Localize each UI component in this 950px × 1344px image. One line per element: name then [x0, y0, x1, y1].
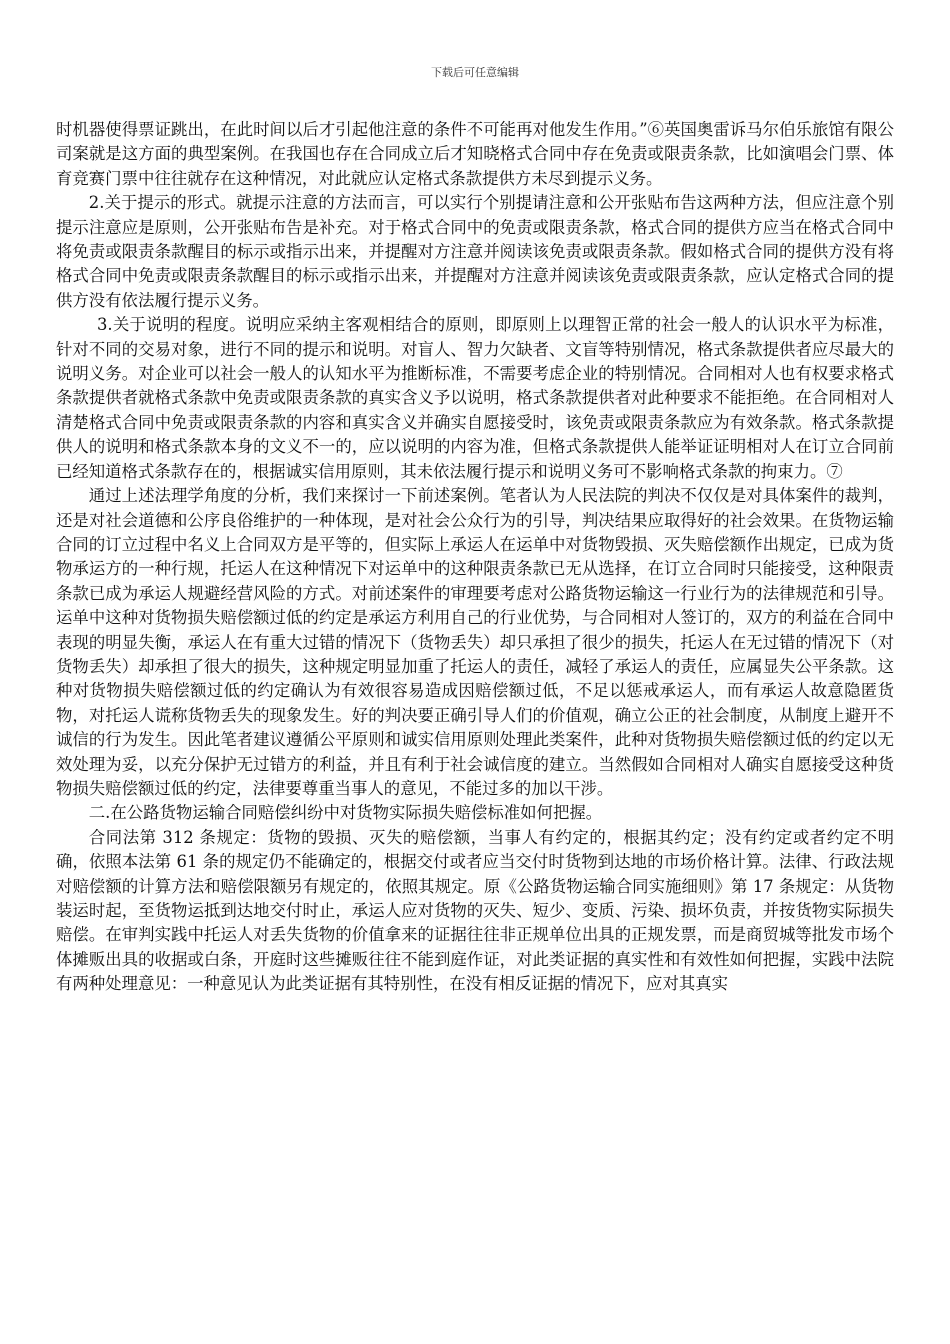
paragraph: 2.关于提示的形式。就提示注意的方法而言，可以实行个别提请注意和公开张贴布告这两种方法，但应注意个别提示注意应是原则，公开张贴布告是补充。对于格式合同中的免责或限责条款，格式合同的提供方应当在格式合同中将免责或限责条款醒目的标示或指示出来，并提醒对方注意并阅读该免责或限责条款。假如格式合同的提供方没有将格式合同中免责或限责条款醒目的标示或指示出来，并提醒对方注意并阅读该免责或限责条款，应认定格式合同的提供方没有依法履行提示义务。	[56, 193, 894, 310]
paragraph: 3.关于说明的程度。说明应采纳主客观相结合的原则，即原则上以理智正常的社会一般人的认识水平为标准，针对不同的交易对象，进行不同的提示和说明。对盲人、智力欠缺者、文盲等特别情况，格式条款提供者应尽最大的说明义务。对企业可以社会一般人的认知水平为推断标准，不需要考虑企业的特别情况。合同相对人也有权要求格式条款提供者就格式条款中免责或限责条款的真实含义予以说明，格式条款提供者对此种要求不能拒绝。在合同相对人清楚格式合同中免责或限责条款的内容和真实含义并确实自愿接受时，该免责或限责条款应为有效条款。格式条款提供人的说明和格式条款本身的文义不一的，应以说明的内容为准，但格式条款提供人能举证证明相对人在订立合同前已经知道格式条款存在的，根据诚实信用原则，其未依法履行提示和说明义务可不影响格式条款的拘束力。⑦	[56, 315, 894, 481]
paragraph: 合同法第 312 条规定：货物的毁损、灭失的赔偿额，当事人有约定的，根据其约定；没有约定或者约定不明确，依照本法第 61 条的规定仍不能确定的，根据交付或者应当交付时货物到达地的市场价格计算。法律、行政法规对赔偿额的计算方法和赔偿限额另有规定的，依照其规定。原《公路货物运输合同实施细则》第 17 条规定：从货物装运时起，至货物运抵到达地交付时止，承运人应对货物的灭失、短少、变质、污染、损坏负责，并按货物实际损失赔偿。在审判实践中托运人对丢失货物的价值拿来的证据往往非正规单位出具的正规发票，而是商贸城等批发市场个体摊贩出具的收据或白条，开庭时这些摊贩往往不能到庭作证，对此类证据的真实性和有效性如何把握，实践中法院有两种处理意见：一种意见认为此类证据有其特别性，在没有相反证据的情况下，应对其真实	[56, 827, 894, 994]
section-heading: 二.在公路货物运输合同赔偿纠纷中对货物实际损失赔偿标准如何把握。	[88, 803, 603, 823]
document-body	[56, 118, 894, 997]
paragraph: 通过上述法理学角度的分析，我们来探讨一下前述案例。笔者认为人民法院的判决不仅仅是对具体案件的裁判，还是对社会道德和公序良俗维护的一种体现，是对社会公众行为的引导，判决结果应取得好的社会效果。在货物运输合同的订立过程中名义上合同双方是平等的，但实际上承运人在运单中对货物毁损、灭失赔偿额作出规定，已成为货物承运方的一种行规，托运人在这种情况下对运单中的这种限责条款已无从选择，在订立合同时只能接受，这种限责条款已成为承运人规避经营风险的方式。对前述案件的审理要考虑对公路货物运输这一行业行为的法律规范和引导。运单中这种对货物损失赔偿额过低的约定是承运方利用自己的行业优势，与合同相对人签订的，双方的利益在合同中表现的明显失衡，承运人在有重大过错的情况下（货物丢失）却只承担了很少的损失，托运人在无过错的情况下（对货物丢失）却承担了很大的损失，这种规定明显加重了托运人的责任，减轻了承运人的责任，应属显失公平条款。这种对货物损失赔偿额过低的约定确认为有效很容易造成因赔偿额过低，不足以惩戒承运人，而有承运人故意隐匿货物，对托运人谎称货物丢失的现象发生。好的判决要正确引导人们的价值观，确立公正的社会制度，从制度上避开不诚信的行为发生。因此笔者建议遵循公平原则和诚实信用原则处理此类案件，此种对货物损失赔偿额过低的约定以无效处理为妥，以充分保护无过错方的利益，并且有利于社会诚信度的建立。当然假如合同相对人确实自愿接受这种货物损失赔偿额过低的约定，法律要尊重当事人的意见，不能过多的加以干涉。	[56, 486, 894, 798]
page-header: 下载后可任意编辑	[431, 66, 519, 79]
paragraph: 时机器使得票证跳出，在此时间以后才引起他注意的条件不可能再对他发生作用。”⑥英国奥雷诉马尔伯乐旅馆有限公司案就是这方面的典型案例。在我国也存在合同成立后才知晓格式合同中存在免责或限责条款，比如演唱会门票、体育竞赛门票中往往就存在这种情况，对此就应认定格式条款提供方未尽到提示义务。	[56, 120, 894, 188]
